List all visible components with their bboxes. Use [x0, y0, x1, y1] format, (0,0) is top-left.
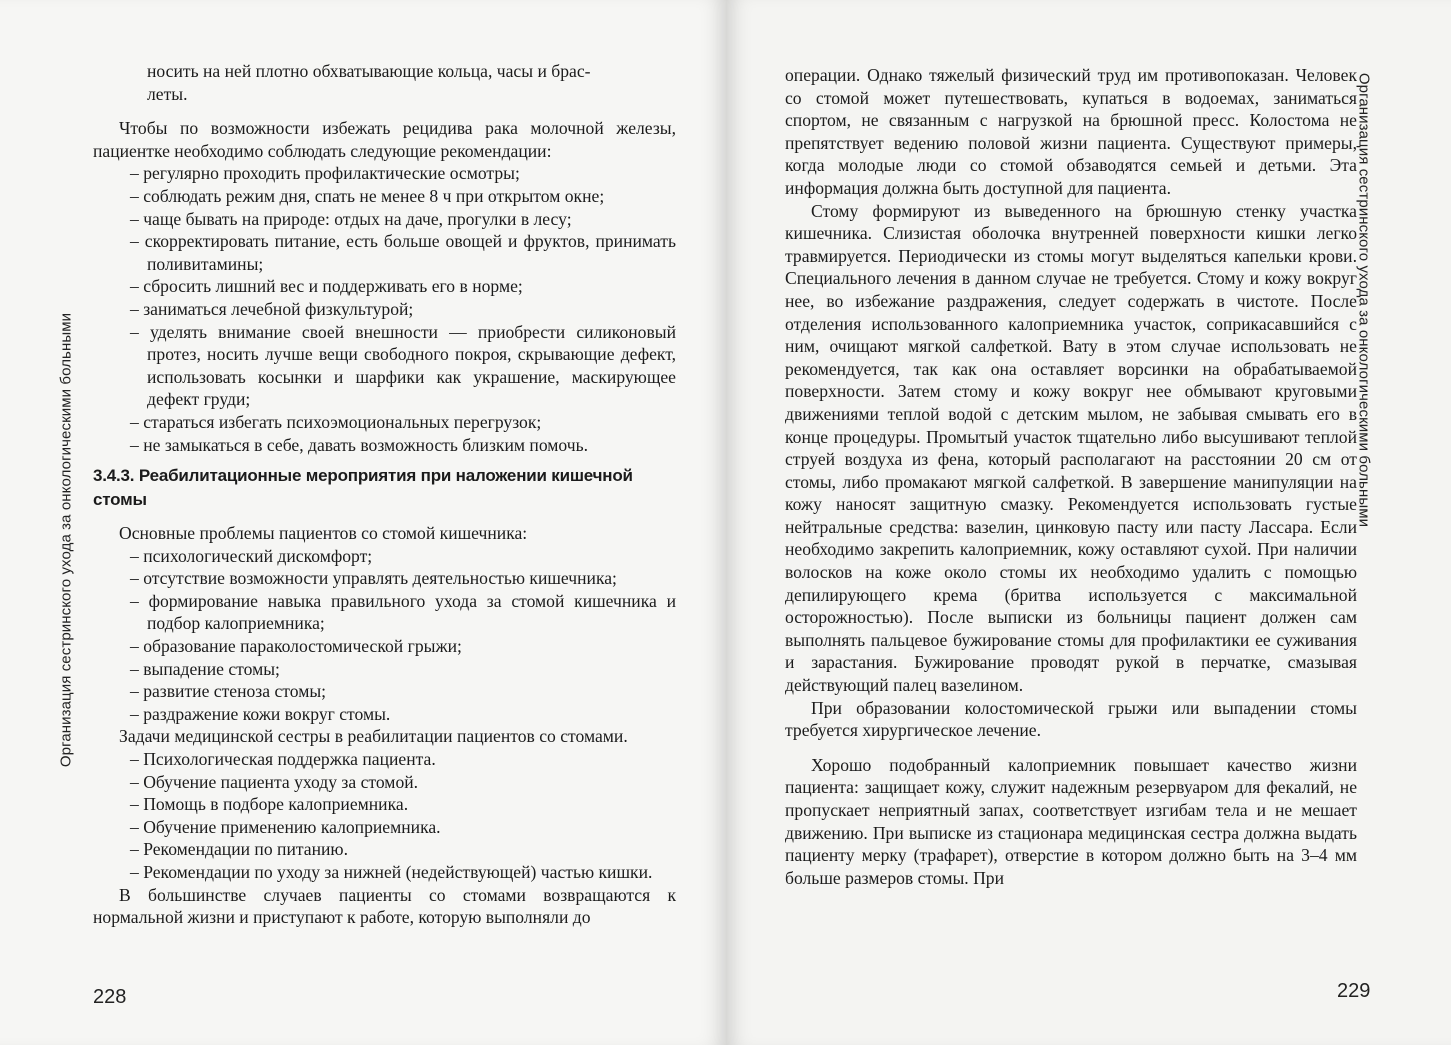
list-item: – не замыкаться в себе, давать возможность близким помочь.: [130, 434, 589, 455]
paragraph: Чтобы по возможности избежать рецидива рака молочной железы, пациентке необходимо соблюдать следующие рекомендации:: [93, 118, 676, 161]
list-item: – скорректировать питание, есть больше овощей и фруктов, принимать поливитамины;: [130, 231, 676, 274]
paragraph: операции. Однако тяжелый физический труд им противопоказан. Человек со стомой может путешествовать, купаться в водоемах, заниматься спортом, не связанным с нагрузкой на брюшной пресс. Колостома не препятствует ведению половой жизни пациента. Существуют примеры, когда молодые люди со стомой обзаводятся семьей и детьми. Эта информация должна быть доступной для пациента.: [785, 65, 1357, 198]
list-item: – развитие стеноза стомы;: [130, 681, 327, 702]
continuation-line: леты.: [147, 83, 188, 104]
list-item: – сбросить лишний вес и поддерживать его в норме;: [130, 276, 523, 297]
paragraph: Стому формируют из выведенного на брюшную стенку участка кишечника. Слизистая оболочка внутренней поверхности кишки легко травмируется. Периодически из стомы могут выделяться капельки крови. Специального лечения в данном случае не требуется. Стому и кожу вокруг нее, во избежание раздражения, следует содержать в чистоте. После отделения использованного калоприемника участок, соприкасавшийся с ним, очищают мягкой салфеткой. Вату в этом случае использовать не рекомендуется, так как она оставляет ворсинки на обрабатываемой поверхности. Затем стому и кожу вокруг нее обмывают круговыми движениями теплой водой с детским мылом, не забывая смывать его в конце процедуры. Промытый участок тщательно либо высушивают теплой струей воздуха из фена, который располагают на расстоянии 20 см от стомы, либо промакают мягкой салфеткой. В завершение манипуляции на кожу наносят защитную смазку. Рекомендуется использовать густые нейтральные средства: вазелин, цинковую пасту или пасту Лассара. Если необходимо закрепить калоприемник, кожу оставляют сухой. При наличии волосков на коже около стомы их необходимо удалить с помощью депилирующего крема (бритва используется с максимальной осторожностью). После выписки из больницы пациент должен сам выполнять пальцевое бужирование стомы для профилактики ее суживания и зарастания. Бужирование проводят рукой в перчатке, смазывая действующий палец вазелином.: [785, 200, 1357, 696]
list-item: – уделять внимание своей внешности — приобрести силиконовый протез, носить лучше вещи свободного покроя, скрывающие дефект, использовать косынки и шарфики как украшение, маскирующее дефект груди;: [130, 321, 676, 410]
list-item: – психологический дискомфорт;: [130, 545, 373, 566]
list-item: – регулярно проходить профилактические осмотры;: [130, 163, 520, 184]
spacer: [785, 742, 1357, 754]
left-page-number: 228: [93, 986, 127, 1008]
list-item: – раздражение кожи вокруг стомы.: [130, 703, 391, 724]
list-item: – стараться избегать психоэмоциональных перегрузок;: [130, 411, 542, 432]
spacer: [93, 105, 676, 117]
list-item: – соблюдать режим дня, спать не менее 8 ч при открытом окне;: [130, 185, 605, 206]
list-item: – выпадение стомы;: [130, 658, 280, 679]
list-item: – Рекомендации по уходу за нижней (недействующей) частью кишки.: [130, 862, 653, 882]
right-page: [726, 0, 1451, 1045]
left-running-head: Организация сестринского ухода за онкологическими больными: [57, 312, 75, 768]
list-item: – отсутствие возможности управлять деятельностью кишечника;: [130, 568, 617, 589]
paragraph: При образовании колостомической грыжи или выпадении стомы требуется хирургическое лечение.: [785, 697, 1357, 741]
paragraph: Основные проблемы пациентов со стомой кишечника:: [119, 523, 528, 544]
right-page-number: 229: [1337, 980, 1371, 1002]
continuation-line: носить на ней плотно обхватывающие кольца, часы и брас-: [147, 61, 591, 81]
list-item: – образование параколостомической грыжи;: [130, 636, 462, 657]
list-item: – заниматься лечебной физкультурой;: [130, 298, 414, 319]
list-item: – Рекомендации по питанию.: [130, 839, 348, 860]
list-item: – формирование навыка правильного ухода за стомой кишечника и подбор калоприемника;: [130, 590, 676, 634]
list-item: – Помощь в подборе калоприемника.: [130, 794, 409, 815]
paragraph: В большинстве случаев пациенты со стомами возвращаются к нормальной жизни и приступают к работе, которую выполняли до: [93, 884, 676, 928]
list-item: – Психологическая поддержка пациента.: [130, 749, 436, 770]
paragraph: Хорошо подобранный калоприемник повышает качество жизни пациента: защищает кожу, служит надежным резервуаром для фекалий, не пропускает неприятный запах, соответствует изгибам тела и не мешает движению. При выписке из стационара медицинская сестра должна выдать пациенту мерку (трафарет), отверстие в котором должно быть на 3–4 мм больше размеров стомы. При: [785, 754, 1357, 888]
left-page-text: [93, 60, 676, 929]
right-running-head: Организация сестринского ухода за онкологическими больными: [1355, 72, 1373, 528]
right-page-text: [785, 64, 1357, 889]
list-item: – чаще бывать на природе: отдых на даче, прогулки в лесу;: [130, 208, 572, 229]
list-item: – Обучение пациента уходу за стомой.: [130, 771, 419, 792]
section-heading: 3.4.3. Реабилитационные мероприятия при наложении кишечной стомы: [93, 466, 633, 510]
paragraph: Задачи медицинской сестры в реабилитации пациентов со стомами.: [119, 726, 628, 747]
list-item: – Обучение применению калоприемника.: [130, 816, 441, 837]
